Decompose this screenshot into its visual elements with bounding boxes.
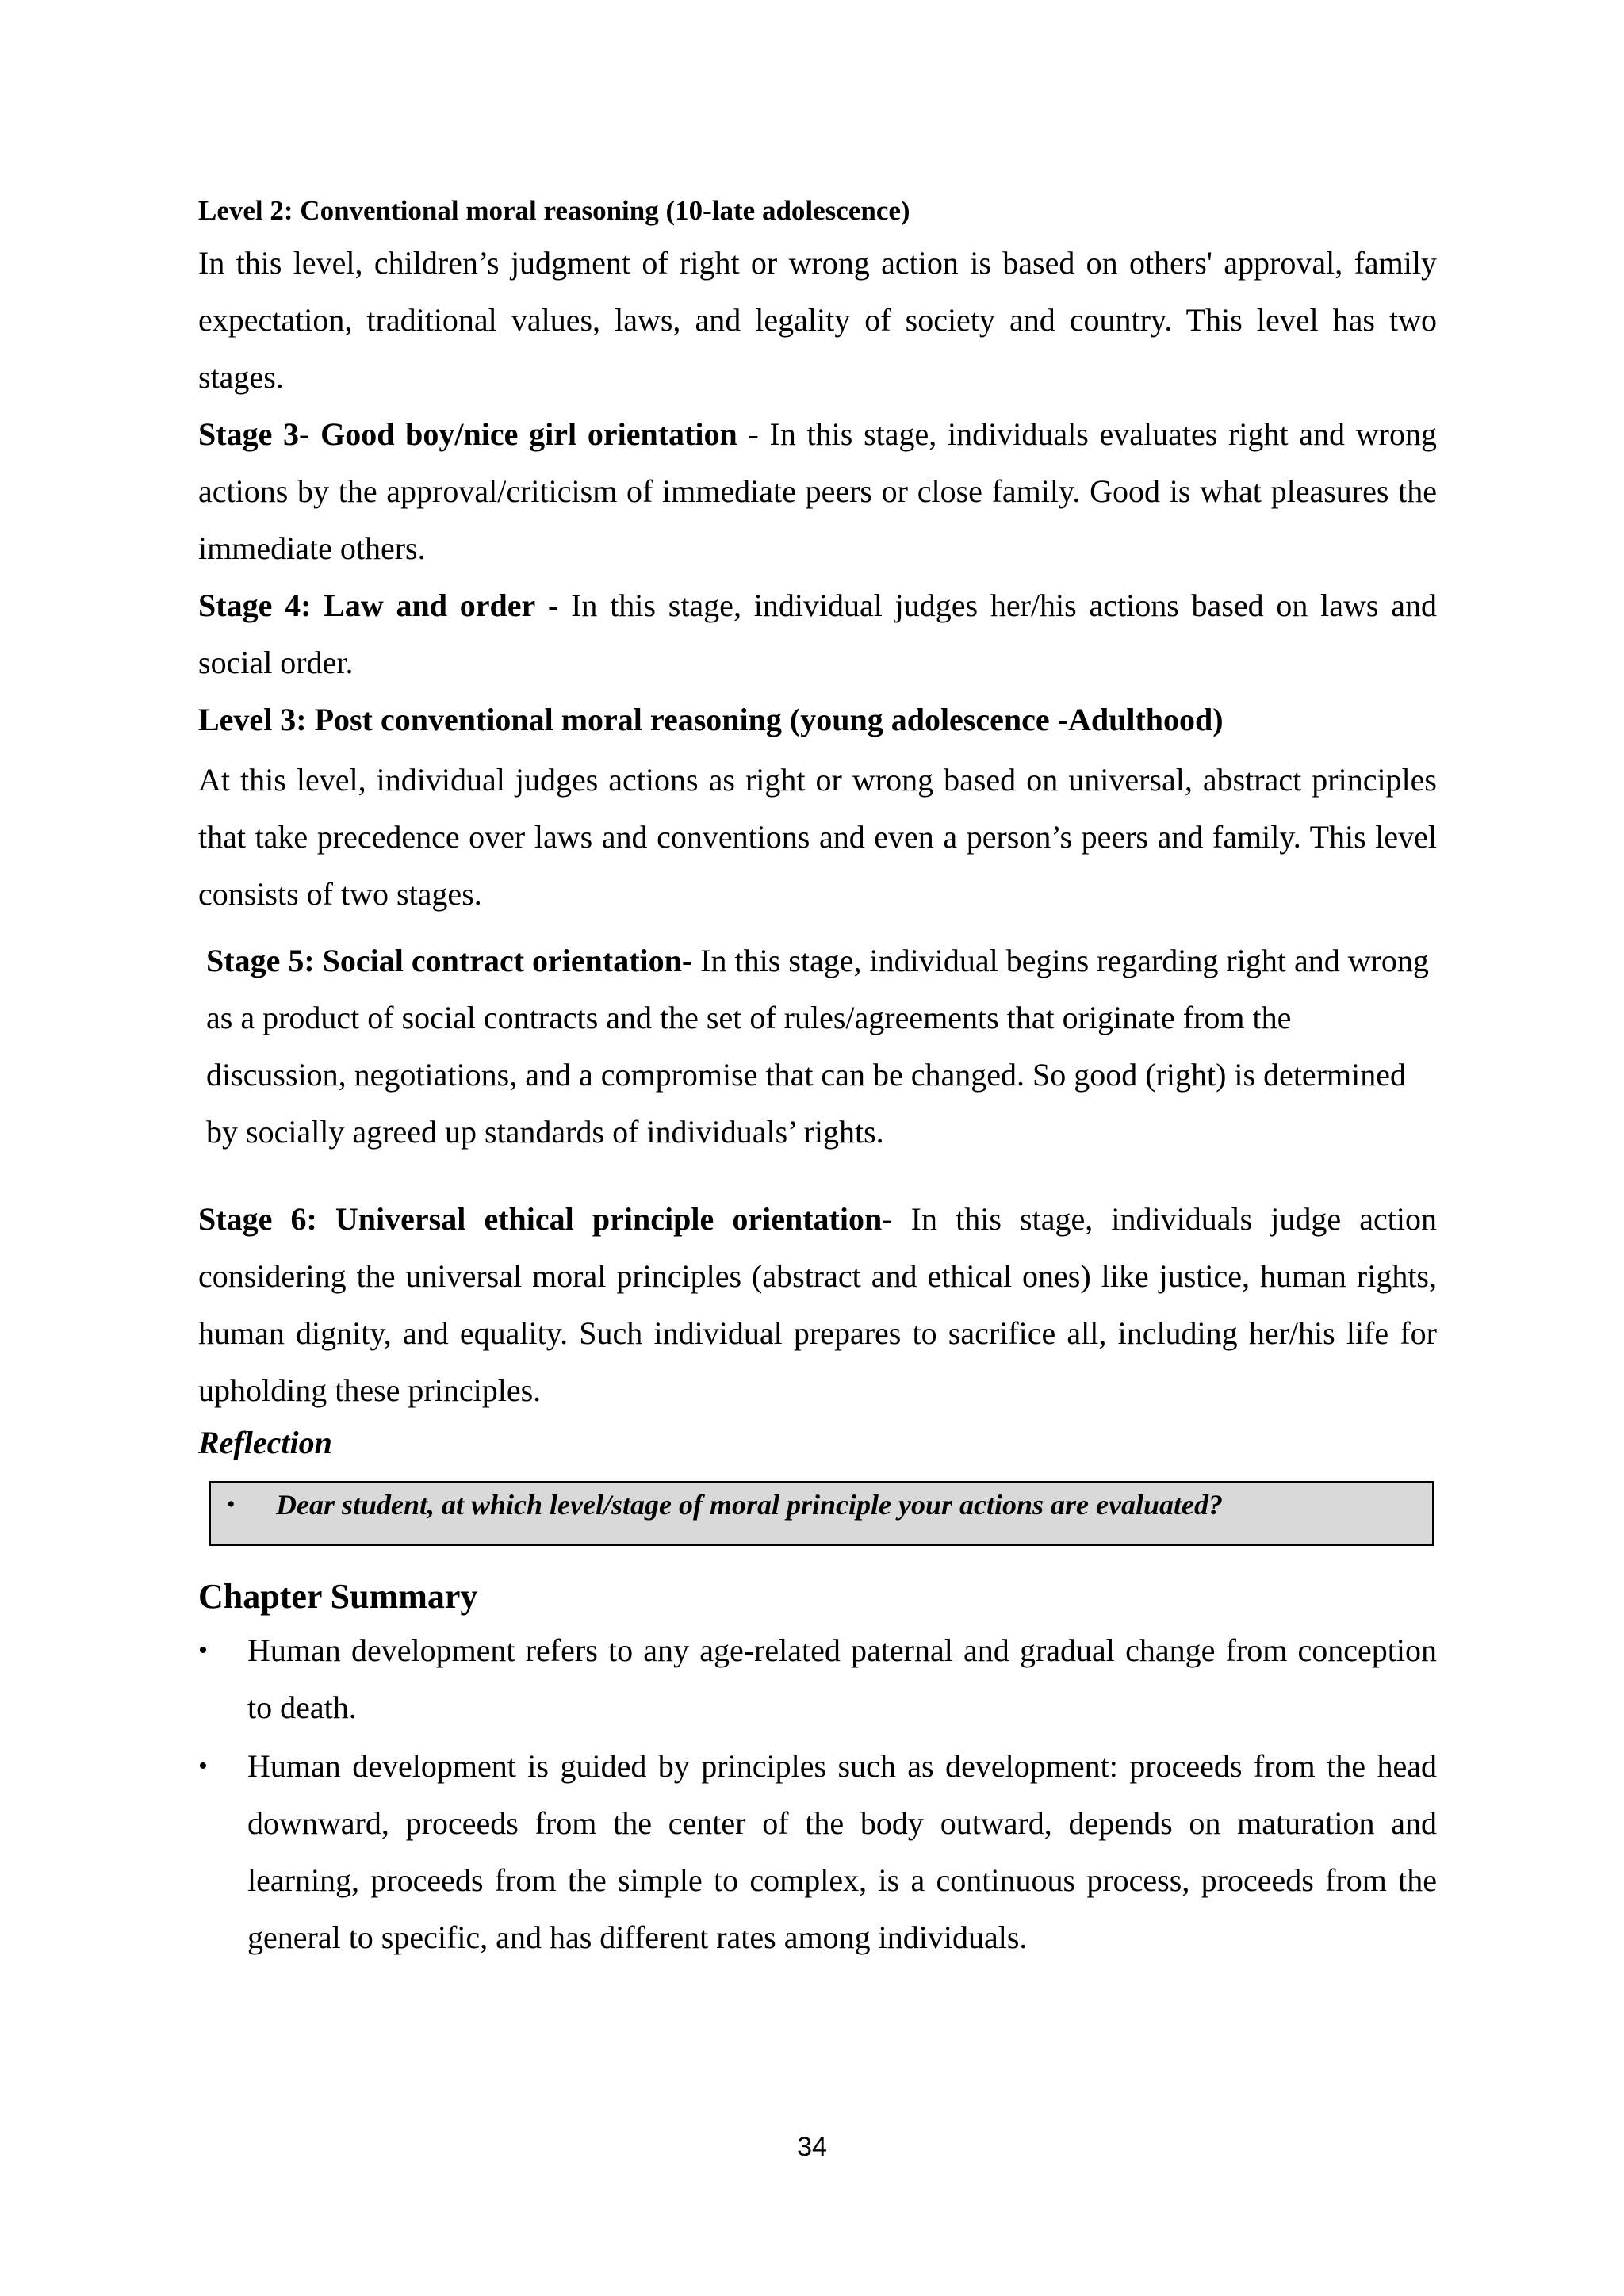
level-2-heading: Level 2: Conventional moral reasoning (10-late adolescence) (198, 195, 910, 226)
bullet-icon: • (198, 1751, 208, 1781)
page-number: 34 (797, 2132, 827, 2162)
stage-4-text: - In this stage, individual judges her/his actions based on laws and social order. (198, 587, 1437, 680)
summary-item-text: Human development is guided by principles such as development: proceeds from the head downward, proceeds from the center of the body outward, depends on maturation and learning, proceeds from the simple to complex, is a continuous process, proceeds from the general to specific, and has different rates among individuals. (247, 1748, 1437, 1955)
page-body (198, 190, 1437, 1968)
level-3-heading: Level 3: Post conventional moral reasoning (young adolescence -Adulthood) (198, 702, 1224, 737)
reflection-title: Reflection (198, 1425, 332, 1460)
stage-3-label: Stage 3- Good boy/nice girl orientation (198, 416, 737, 452)
stage-6-label: Stage 6: Universal ethical principle orientation- (198, 1201, 893, 1237)
reflection-bullet: • (227, 1491, 236, 1517)
stage-5-text: In this stage, individual begins regarding right and wrong as a product of social contracts and the set of rules/agreements that originate from the discussion, negotiations, and a compromise that can be changed. So good (right) is determined by socially agreed up standards of individuals’ rights. (206, 943, 1429, 1150)
stage-3-text: - In this stage, individuals evaluates right and wrong actions by the approval/criticism of immediate peers or close family. Good is what pleasures the immediate others. (198, 416, 1437, 566)
chapter-summary-list (198, 1622, 1437, 1966)
list-item (198, 1738, 1437, 1966)
list-item (198, 1622, 1437, 1736)
summary-item-text: Human development refers to any age-related paternal and gradual change from conception to death. (247, 1632, 1437, 1725)
level-3-description: At this level, individual judges actions as right or wrong based on universal, abstract principles that take precedence over laws and conventions and even a person’s peers and family. This level consists of two stages. (198, 762, 1437, 912)
reflection-box (209, 1481, 1434, 1546)
stage-5-paragraph (198, 932, 1437, 1161)
bullet-icon: • (198, 1636, 208, 1665)
stage-6-paragraph (198, 1191, 1437, 1419)
stage-6-text: In this stage, individuals judge action considering the universal moral principles (abstract and ethical ones) like justice, human rights, human dignity, and equality. Such individual prepares to sacrifice all, including her/his life for upholding these principles. (198, 1201, 1437, 1408)
chapter-summary-title: Chapter Summary (198, 1577, 478, 1616)
stage-3-paragraph (198, 406, 1437, 577)
reflection-question: Dear student, at which level/stage of moral principle your actions are evaluated? (276, 1489, 1223, 1521)
stage-4-paragraph (198, 577, 1437, 691)
stage-4-label: Stage 4: Law and order (198, 587, 536, 623)
level-2-description: In this level, children’s judgment of right or wrong action is based on others' approval, family expectation, traditional values, laws, and legality of society and country. This level has two stages. (198, 245, 1437, 395)
stage-5-label: Stage 5: Social contract orientation- (206, 943, 693, 978)
